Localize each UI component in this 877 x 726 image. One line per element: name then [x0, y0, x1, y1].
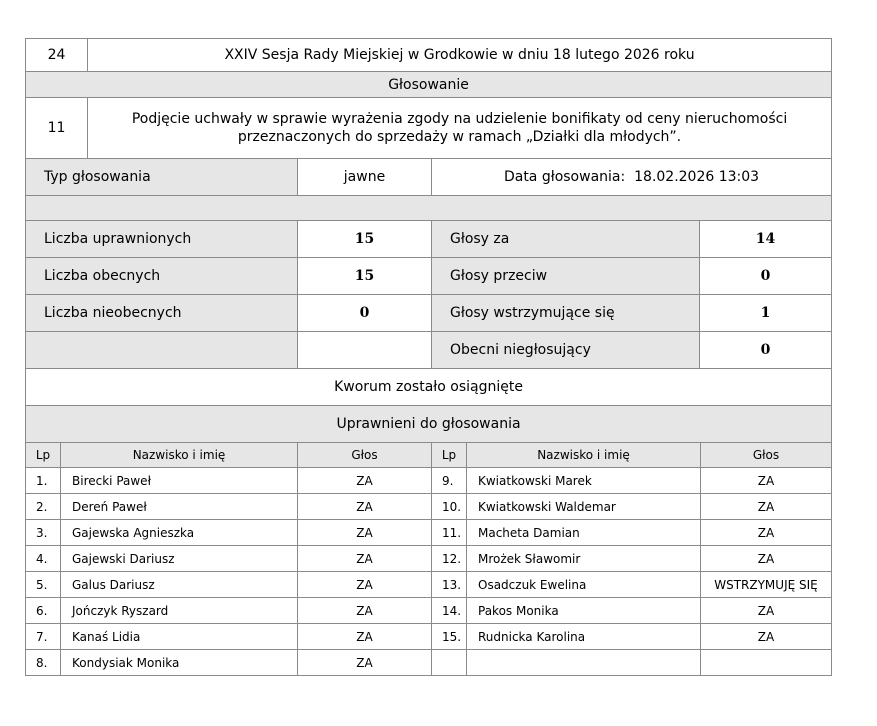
stat-value: 0 — [298, 295, 432, 332]
voters-header-row — [26, 443, 832, 468]
column-header-vote: Głos — [298, 443, 432, 468]
voter-vote: ZA — [298, 624, 432, 650]
table-row — [26, 650, 832, 676]
stats-row — [26, 295, 832, 332]
voter-name: Kwiatkowski Waldemar — [467, 494, 701, 520]
stat-label — [26, 332, 298, 369]
voter-name: Dereń Paweł — [61, 494, 298, 520]
voter-lp: 7. — [26, 624, 61, 650]
voter-lp: 14. — [432, 598, 467, 624]
stat-value: 1 — [700, 295, 832, 332]
voter-vote: ZA — [701, 598, 832, 624]
voter-lp: 4. — [26, 546, 61, 572]
voter-name: Birecki Paweł — [61, 468, 298, 494]
voter-lp: 13. — [432, 572, 467, 598]
item-title: Podjęcie uchwały w sprawie wyrażenia zgody na udzielenie bonifikaty od ceny nieruchomości przeznaczonych do sprzedaży w ramach „Działki dla młodych”. — [88, 98, 832, 159]
voters-table — [25, 442, 832, 676]
vote-type-label: Typ głosowania — [26, 159, 298, 196]
stat-label: Liczba nieobecnych — [26, 295, 298, 332]
voter-name: Mrożek Sławomir — [467, 546, 701, 572]
stats-row — [26, 258, 832, 295]
stat-label: Liczba uprawnionych — [26, 221, 298, 258]
stat-label: Głosy za — [432, 221, 700, 258]
stat-value — [298, 332, 432, 369]
item-number: 11 — [26, 98, 88, 159]
quorum-status: Kworum zostało osiągnięte — [26, 369, 832, 406]
column-header-name: Nazwisko i imię — [61, 443, 298, 468]
column-header-lp: Lp — [432, 443, 467, 468]
stat-label: Głosy wstrzymujące się — [432, 295, 700, 332]
stat-value: 0 — [700, 258, 832, 295]
voter-vote: ZA — [701, 624, 832, 650]
voter-lp — [432, 650, 467, 676]
stat-value: 0 — [700, 332, 832, 369]
vote-date-value: 18.02.2026 13:03 — [634, 169, 760, 185]
voter-vote: ZA — [298, 494, 432, 520]
voter-name: Osadczuk Ewelina — [467, 572, 701, 598]
voter-name: Galus Dariusz — [61, 572, 298, 598]
voter-lp: 2. — [26, 494, 61, 520]
table-row — [26, 494, 832, 520]
voter-vote: ZA — [298, 598, 432, 624]
voter-name — [467, 650, 701, 676]
vote-date — [432, 159, 832, 196]
voter-name: Kondysiak Monika — [61, 650, 298, 676]
table-row — [26, 546, 832, 572]
voters-title: Uprawnieni do głosowania — [26, 406, 832, 443]
voter-name: Jończyk Ryszard — [61, 598, 298, 624]
voter-name: Rudnicka Karolina — [467, 624, 701, 650]
vote-type-value: jawne — [298, 159, 432, 196]
vote-summary-table — [25, 38, 832, 443]
voter-vote: ZA — [298, 546, 432, 572]
voter-name: Gajewski Dariusz — [61, 546, 298, 572]
voter-vote: ZA — [701, 520, 832, 546]
voter-vote: ZA — [298, 572, 432, 598]
voter-vote: ZA — [701, 468, 832, 494]
voter-lp: 5. — [26, 572, 61, 598]
voter-lp: 9. — [432, 468, 467, 494]
session-title: XXIV Sesja Rady Miejskiej w Grodkowie w dniu 18 lutego 2026 roku — [88, 39, 832, 72]
voter-vote: ZA — [298, 520, 432, 546]
voting-report — [25, 38, 831, 676]
stat-label: Głosy przeciw — [432, 258, 700, 295]
voter-lp: 12. — [432, 546, 467, 572]
table-row — [26, 572, 832, 598]
voter-lp: 6. — [26, 598, 61, 624]
voter-name: Macheta Damian — [467, 520, 701, 546]
voter-vote — [701, 650, 832, 676]
voter-vote: ZA — [701, 494, 832, 520]
voter-vote: ZA — [298, 650, 432, 676]
voter-vote: ZA — [298, 468, 432, 494]
voter-lp: 15. — [432, 624, 467, 650]
voter-name: Kanaś Lidia — [61, 624, 298, 650]
column-header-lp: Lp — [26, 443, 61, 468]
spacer-row — [26, 196, 832, 221]
table-row — [26, 468, 832, 494]
column-header-name: Nazwisko i imię — [467, 443, 701, 468]
section-label: Głosowanie — [26, 72, 832, 98]
session-number: 24 — [26, 39, 88, 72]
column-header-vote: Głos — [701, 443, 832, 468]
stat-label: Liczba obecnych — [26, 258, 298, 295]
voter-lp: 11. — [432, 520, 467, 546]
stats-row — [26, 221, 832, 258]
stat-value: 15 — [298, 258, 432, 295]
voter-lp: 3. — [26, 520, 61, 546]
stats-row — [26, 332, 832, 369]
table-row — [26, 598, 832, 624]
stat-label: Obecni niegłosujący — [432, 332, 700, 369]
table-row — [26, 624, 832, 650]
voter-name: Gajewska Agnieszka — [61, 520, 298, 546]
table-row — [26, 520, 832, 546]
voter-vote: WSTRZYMUJĘ SIĘ — [701, 572, 832, 598]
voter-vote: ZA — [701, 546, 832, 572]
voter-lp: 10. — [432, 494, 467, 520]
voter-lp: 8. — [26, 650, 61, 676]
stat-value: 14 — [700, 221, 832, 258]
vote-date-label: Data głosowania: — [503, 169, 626, 185]
voter-name: Pakos Monika — [467, 598, 701, 624]
stat-value: 15 — [298, 221, 432, 258]
voter-lp: 1. — [26, 468, 61, 494]
voter-name: Kwiatkowski Marek — [467, 468, 701, 494]
